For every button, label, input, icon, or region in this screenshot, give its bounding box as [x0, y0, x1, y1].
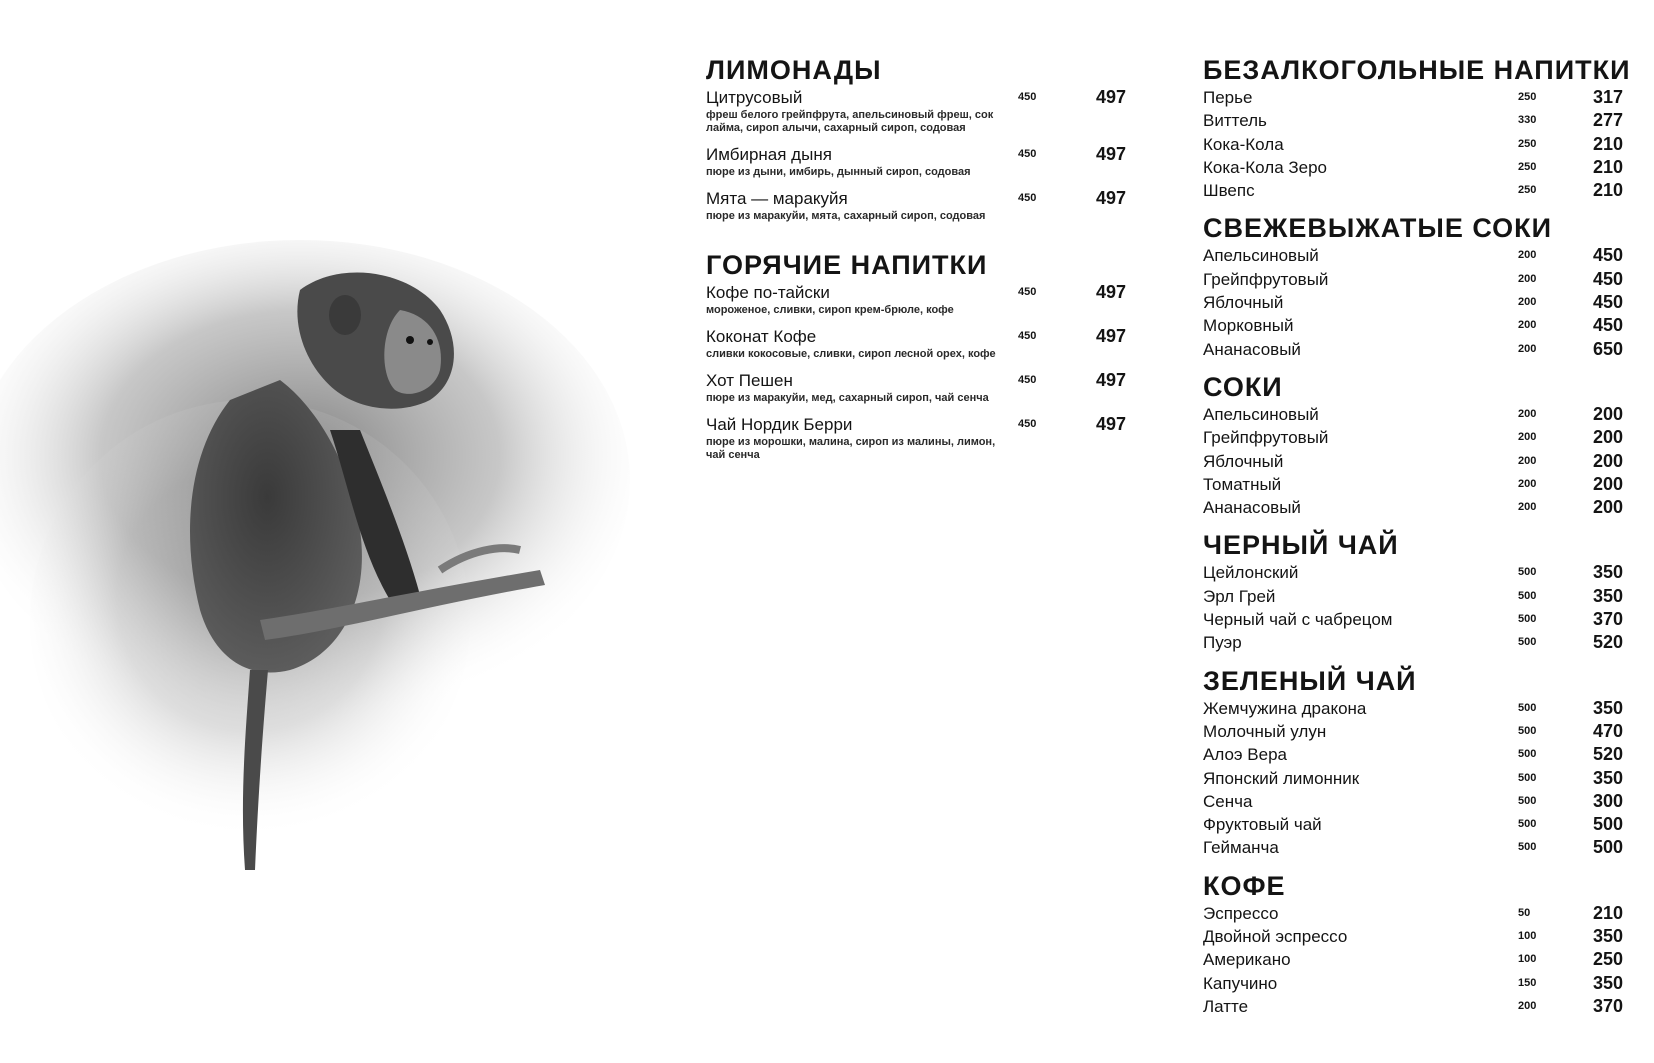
item-volume: 500	[1518, 818, 1537, 831]
item-price: 210	[1592, 156, 1623, 177]
item-price: 200	[1592, 450, 1623, 471]
item-price: 450	[1592, 315, 1623, 336]
menu-item	[1203, 291, 1623, 314]
menu-item	[706, 325, 1126, 361]
item-price: 210	[1592, 133, 1623, 154]
right-menu-column	[1203, 54, 1631, 1018]
menu-item	[1203, 972, 1623, 995]
item-volume: 200	[1518, 454, 1537, 467]
menu-section	[1203, 54, 1631, 202]
menu-item	[1203, 948, 1623, 971]
item-name: Двойной эспрессо	[1203, 927, 1348, 947]
item-price: 497	[1095, 414, 1126, 434]
item-name: Черный чай с чабрецом	[1203, 610, 1393, 630]
menu-item	[1203, 925, 1623, 948]
item-name: Ананасовый	[1203, 339, 1301, 359]
menu-item	[1203, 314, 1623, 337]
item-price: 300	[1592, 790, 1623, 811]
menu-item	[1203, 179, 1623, 202]
menu-item	[706, 86, 1126, 135]
monkey-illustration-icon	[0, 200, 700, 960]
menu-item	[1203, 338, 1623, 361]
item-name: Японский лимонник	[1203, 768, 1360, 788]
item-volume: 250	[1518, 160, 1537, 173]
item-name: Грейпфрутовый	[1203, 269, 1329, 289]
item-name: Виттель	[1203, 111, 1267, 131]
section-title: КОФЕ	[1203, 870, 1286, 901]
section-title: СОКИ	[1203, 371, 1283, 402]
section-title: ЧЕРНЫЙ ЧАЙ	[1203, 530, 1399, 561]
menu-item	[706, 143, 1126, 179]
section-gap	[1203, 860, 1623, 870]
item-volume: 500	[1518, 771, 1537, 784]
item-description: пюре из маракуйи, мед, сахарный сироп, чай сенча	[706, 392, 989, 404]
item-price: 200	[1592, 427, 1623, 448]
menu-item	[1203, 86, 1623, 109]
item-volume: 200	[1518, 501, 1537, 514]
item-price: 500	[1592, 837, 1623, 858]
menu-item	[1203, 133, 1623, 156]
item-volume: 500	[1518, 566, 1537, 579]
menu-item	[1203, 631, 1623, 654]
menu-item	[1203, 496, 1623, 519]
item-price: 350	[1592, 697, 1623, 718]
item-volume: 100	[1518, 953, 1537, 966]
menu-item	[1203, 473, 1623, 496]
item-volume: 200	[1518, 407, 1537, 420]
section-title: БЕЗАЛКОГОЛЬНЫЕ НАПИТКИ	[1203, 55, 1631, 85]
item-name: Кока-Кола Зеро	[1203, 157, 1327, 177]
item-volume: 250	[1518, 184, 1537, 197]
item-price: 650	[1592, 338, 1623, 359]
menu-section	[1203, 870, 1623, 1018]
item-name: Пуэр	[1203, 633, 1242, 653]
item-price: 350	[1592, 926, 1623, 947]
menu-item	[706, 369, 1126, 405]
item-volume: 100	[1518, 930, 1537, 943]
item-price: 450	[1592, 292, 1623, 313]
item-volume: 200	[1518, 249, 1537, 262]
item-name: Ананасовый	[1203, 498, 1301, 518]
item-price: 497	[1095, 326, 1126, 346]
item-price: 350	[1592, 972, 1623, 993]
item-name: Эспрессо	[1203, 903, 1279, 923]
item-name: Цейлонский	[1203, 563, 1299, 583]
item-volume: 450	[1018, 286, 1037, 298]
section-gap	[1203, 361, 1623, 371]
item-name: Гейманча	[1203, 838, 1279, 858]
menu-item	[706, 187, 1126, 223]
menu-section	[1203, 371, 1623, 519]
item-price: 317	[1592, 87, 1623, 107]
item-name: Кофе по-тайски	[706, 283, 830, 302]
item-volume: 500	[1518, 748, 1537, 761]
item-name: Сенча	[1203, 791, 1253, 811]
item-volume: 500	[1518, 613, 1537, 626]
item-price: 450	[1592, 268, 1623, 289]
item-volume: 200	[1518, 342, 1537, 355]
item-price: 250	[1592, 949, 1623, 970]
item-description: пюре из дыни, имбирь, дынный сироп, содовая	[706, 166, 971, 178]
item-description: пюре из маракуйи, мята, сахарный сироп, содовая	[706, 210, 986, 222]
item-name: Американо	[1203, 950, 1291, 970]
item-price: 520	[1592, 632, 1623, 653]
item-description: фреш белого грейпфрута, апельсиновый фреш, сок лайма, сироп алычи, сахарный сироп, содовая	[706, 109, 994, 134]
menu-item	[1203, 426, 1623, 449]
item-name: Апельсиновый	[1203, 404, 1319, 424]
menu-item	[1203, 836, 1623, 859]
menu-item	[1203, 450, 1623, 473]
item-price: 370	[1592, 609, 1623, 630]
item-volume: 50	[1518, 906, 1531, 919]
item-name: Хот Пешен	[706, 371, 793, 390]
section-title: ЗЕЛЕНЫЙ ЧАЙ	[1203, 665, 1417, 696]
item-name: Коконат Кофе	[706, 327, 817, 346]
item-volume: 500	[1518, 794, 1537, 807]
item-name: Томатный	[1203, 474, 1282, 494]
menu-section	[1203, 665, 1623, 860]
item-name: Яблочный	[1203, 451, 1284, 471]
item-name: Мята — маракуйя	[706, 189, 848, 208]
item-price: 500	[1592, 814, 1623, 835]
menu-item	[1203, 561, 1623, 584]
menu-item	[1203, 403, 1623, 426]
item-price: 200	[1592, 473, 1623, 494]
item-name: Эрл Грей	[1203, 586, 1276, 606]
item-name: Латте	[1203, 996, 1249, 1016]
item-name: Морковный	[1203, 316, 1294, 336]
item-name: Жемчужина дракона	[1203, 698, 1367, 718]
item-volume: 200	[1518, 272, 1537, 285]
item-name: Цитрусовый	[706, 88, 803, 107]
menu-item	[1203, 790, 1623, 813]
item-name: Яблочный	[1203, 293, 1284, 313]
section-gap	[706, 231, 1126, 249]
section-gap	[1203, 202, 1623, 212]
menu-item	[1203, 585, 1623, 608]
section-gap	[1203, 655, 1623, 665]
menu-item	[1203, 743, 1623, 766]
menu-item	[1203, 109, 1623, 132]
menu-item	[1203, 697, 1623, 720]
item-name: Грейпфрутовый	[1203, 428, 1329, 448]
item-price: 277	[1592, 110, 1623, 131]
item-price: 350	[1592, 767, 1623, 788]
item-name: Молочный улун	[1203, 721, 1327, 741]
item-description: пюре из морошки, малина, сироп из малины, лимон, чай сенча	[706, 436, 996, 461]
item-volume: 450	[1018, 91, 1037, 103]
item-name: Перье	[1203, 88, 1253, 107]
item-price: 200	[1592, 403, 1623, 424]
menu-section	[706, 54, 1126, 223]
item-volume: 450	[1018, 374, 1037, 386]
menu-item	[706, 281, 1126, 317]
item-volume: 500	[1518, 724, 1537, 737]
menu-item	[1203, 244, 1623, 267]
section-title: ЛИМОНАДЫ	[706, 55, 882, 85]
item-volume: 450	[1018, 418, 1037, 430]
menu-item	[1203, 902, 1623, 925]
item-volume: 500	[1518, 636, 1537, 649]
item-price: 210	[1592, 180, 1623, 201]
item-volume: 250	[1518, 137, 1537, 150]
menu-item	[1203, 720, 1623, 743]
item-volume: 200	[1518, 477, 1537, 490]
section-title: СВЕЖЕВЫЖАТЫЕ СОКИ	[1203, 213, 1553, 244]
item-volume: 450	[1018, 192, 1037, 204]
left-menu-column	[706, 54, 1126, 470]
item-volume: 500	[1518, 589, 1537, 602]
menu-item	[706, 413, 1126, 462]
item-volume: 250	[1518, 91, 1537, 103]
menu-item	[1203, 268, 1623, 291]
item-price: 497	[1095, 87, 1126, 107]
item-volume: 450	[1018, 148, 1037, 160]
item-name: Швепс	[1203, 181, 1255, 201]
section-title: ГОРЯЧИЕ НАПИТКИ	[706, 250, 988, 280]
menu-item	[1203, 608, 1623, 631]
item-volume: 500	[1518, 841, 1537, 854]
item-price: 470	[1592, 720, 1623, 741]
item-name: Имбирная дыня	[706, 145, 832, 164]
item-price: 200	[1592, 497, 1623, 518]
item-price: 497	[1095, 282, 1126, 302]
item-description: мороженое, сливки, сироп крем-брюле, кофе	[706, 304, 954, 316]
item-volume: 500	[1518, 701, 1537, 714]
section-gap	[1203, 519, 1623, 529]
menu-item	[1203, 995, 1623, 1018]
item-price: 450	[1592, 245, 1623, 266]
item-volume: 450	[1018, 330, 1037, 342]
menu-section	[1203, 529, 1623, 654]
item-price: 520	[1592, 744, 1623, 765]
item-price: 497	[1095, 144, 1126, 164]
menu-item	[1203, 767, 1623, 790]
item-price: 350	[1592, 562, 1623, 583]
item-name: Алоэ Вера	[1203, 745, 1288, 765]
item-volume: 330	[1518, 114, 1537, 127]
item-volume: 200	[1518, 296, 1537, 309]
menu-item	[1203, 813, 1623, 836]
item-description: сливки кокосовые, сливки, сироп лесной орех, кофе	[706, 348, 996, 360]
item-name: Капучино	[1203, 973, 1278, 993]
item-name: Апельсиновый	[1203, 246, 1319, 266]
menu-section	[706, 249, 1126, 462]
item-price: 210	[1592, 902, 1623, 923]
item-volume: 200	[1518, 431, 1537, 444]
item-volume: 200	[1518, 319, 1537, 332]
item-name: Фруктовый чай	[1203, 815, 1322, 835]
item-price: 497	[1095, 188, 1126, 208]
menu-section	[1203, 212, 1623, 360]
item-name: Кока-Кола	[1203, 134, 1284, 154]
item-name: Чай Нордик Берри	[706, 415, 853, 434]
item-price: 370	[1592, 995, 1623, 1016]
menu-item	[1203, 156, 1623, 179]
item-volume: 200	[1518, 999, 1537, 1012]
item-price: 350	[1592, 585, 1623, 606]
item-volume: 150	[1518, 976, 1537, 989]
item-price: 497	[1095, 370, 1126, 390]
